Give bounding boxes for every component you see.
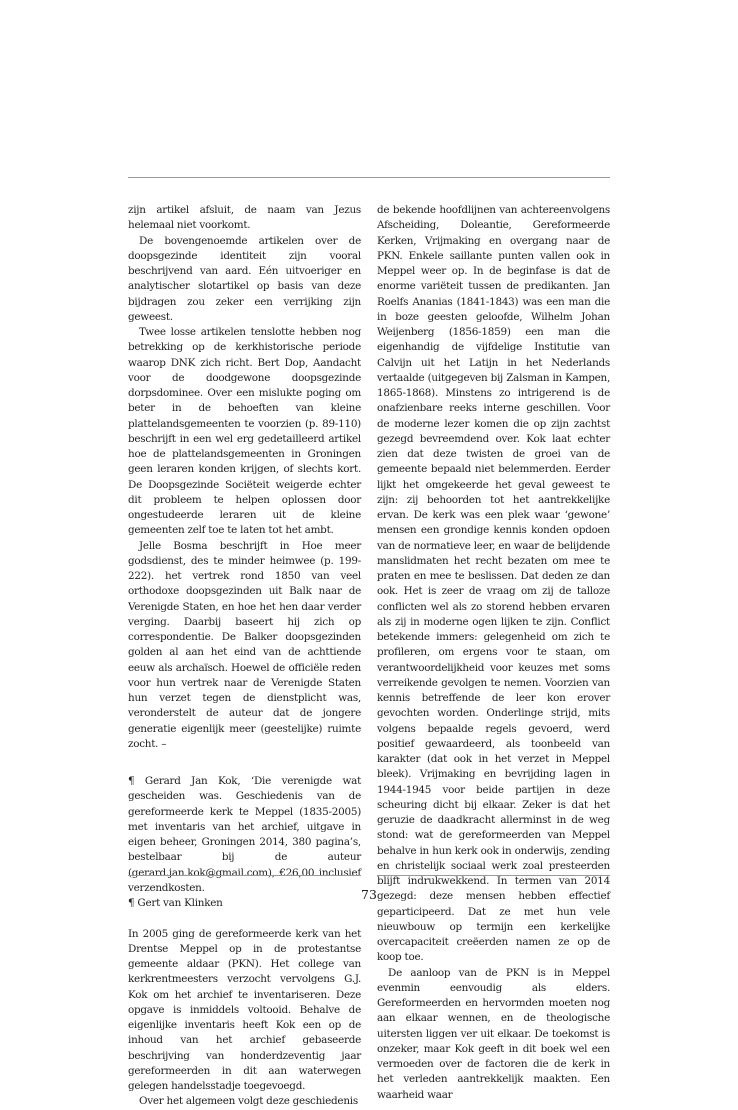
page-number: 73	[361, 887, 377, 902]
paragraph: zijn artikel afsluit, de naam van Jezus helemaal niet voorkomt.	[128, 204, 361, 232]
paragraph: In 2005 ging de gereformeerde kerk van het Drentse Meppel op in de protestantse gemeente aldaar (PKN). Het college van kerkrentmeesters verzocht vervolgens G.J. Kok om het archief te inventariseren. Deze opgave is inmiddels voltooid. Behalve de eigenlijke inventaris heeft Kok een op de inhoud van het archief gebaseerde beschrijving van honderdzeventig jaar gereformeerden in dit aan waterwegen gelegen handelsstadje toegevoegd.	[128, 927, 361, 1092]
left-column	[128, 203, 361, 1110]
paragraph: De aanloop van de PKN is in Meppel evenmin eenvoudig als elders. Gereformeerden en hervormden moeten nog aan elkaar wennen, en de theologische uitersten liggen ver uit elkaar. De toekomst is onzeker, maar Kok geeft in dit boek wel een vermoeden over de factoren die de kerk in het verleden aantrekkelijk maakten. Een waarheid waar	[377, 966, 610, 1101]
paragraph: de bekende hoofdlijnen van achtereenvolgens Afscheiding, Doleantie, Gereformeerde Kerken, Vrijmaking en overgang naar de PKN. Enkele saillante punten vallen ook in Meppel weer op. In de beginfase is dat de enorme variëteit tussen de predikanten. Jan Roelfs Ananias (1841-1843) was een man die in boze geesten geloofde, Wilhelm Johan Weijenberg (1856-1859) een man die eigenhandig de vijfdelige Institutie van Calvijn uit het Latijn in het Nederlands vertaalde (uitgegeven bij Zalsman in Kampen, 1865-1868). Minstens zo intrigerend is de onafzienbare reeks interne geschillen. Voor de moderne lezer komen die op zijn zachtst gezegd bevreemdend over. Kok laat echter zien dat deze twisten de groei van de gemeente bepaald niet belemmerden. Eerder lijkt het omgekeerde het geval geweest te zijn: zij behoorden tot het aantrekkelijke ervan. De kerk was een plek waar ‘gewone’ mensen een grondige kennis konden opdoen van de normatieve leer, en waar de belijdende manslidmaten het recht bezaten om mee te praten en mee te beslissen. Dat deden ze dan ook. Het is zeer de vraag om zij de talloze conflicten wel als zo storend hebben ervaren als zij in moderne ogen lijken te zijn. Conflict betekende immers: gelegenheid om zich te profileren, om ergens voor te staan, om verantwoordelijkheid voor keuzes met soms verreikende gevolgen te nemen. Voorzien van kennis betreffende de leer kon erover gevochten worden. Onderlinge strijd, mits volgens bepaalde regels gevoerd, werd positief gewaardeerd, als toonbeeld van karakter (dat ook in het verzet in Meppel bleek). Vrijmaking en bevrijding lagen in 1944-1945 voor beide partijen in deze scheuring dicht bij elkaar. Zeker is dat het geruzie de daadkracht allerminst in de weg stond: wat de gereformeerden van Meppel behalve in hun kerk ook in onderwijs, zending en christelijk sociaal werk zoal presteerden blijft indrukwekkend. In termen van 2014 gezegd: deze mensen hebben effectief geparticipeerd. Dat ze met hun vele nieuwbouw op termijn een kerkelijke overcapaciteit creëerden namen ze op de koop toe.	[377, 204, 610, 964]
paragraph: Twee losse artikelen tenslotte hebben nog betrekking op de kerkhistorische periode waarop DNK zich richt. Bert Dop, Aandacht voor de doodgewone doopsgezinde dorpsdominee. Over een mislukte poging om beter in de behoeften van kleine plattelandsgemeenten te voorzien (p. 89-110) beschrijft in een wel erg gedetailleerd artikel hoe de plattelandsgemeenten in Groningen geen leraren konden krijgen, of slechts kort. De Doopsgezinde Sociëteit weigerde echter dit probleem te helpen oplossen door ongestudeerde leraren uit de kleine gemeenten zelf toe te laten tot het ambt.	[128, 326, 361, 537]
paragraph: Jelle Bosma beschrijft in Hoe meer godsdienst, des te minder heimwee (p. 199-222). het vertrek rond 1850 van veel orthodoxe doopsgezinden uit Balk naar de Verenigde Staten, en hoe het hen daar verder verging. Daarbij baseert hij zich op correspondentie. De Balker doopsgezinden golden al aan het eind van de achttiende eeuw als archaïsch. Hoewel de officiële reden voor hun vertrek naar de Verenigde Staten hun verzet tegen de dienstplicht was, veronderstelt de auteur dat de jongere generatie eigenlijk meer (geestelijke) ruimte zocht. –	[128, 539, 361, 750]
top-rule	[128, 177, 610, 178]
bottom-rule-right	[377, 875, 610, 876]
paragraph: De bovengenoemde artikelen over de doopsgezinde identiteit zijn vooral beschrijvend van aard. Eén uitvoeriger en analytischer slotartikel op basis van deze bijdragen zou zeker een verrijking zijn geweest.	[128, 234, 361, 323]
review-heading: ¶ Gerard Jan Kok, ‘Die verenigde wat gescheiden was. Geschiedenis van de gereformeerde kerk te Meppel (1835-2005) met inventaris van het archief, uitgave in eigen beheer, Groningen 2014, 380 pagina’s, bestelbaar bij de auteur (gerard.jan.kok@gmail.com), €26,00 inclusief verzendkosten.	[128, 775, 361, 894]
bottom-rule-left	[128, 875, 361, 876]
review-author: ¶ Gert van Klinken	[128, 897, 223, 909]
right-column	[377, 203, 610, 1103]
paragraph: Over het algemeen volgt deze geschiedenis	[139, 1095, 358, 1108]
